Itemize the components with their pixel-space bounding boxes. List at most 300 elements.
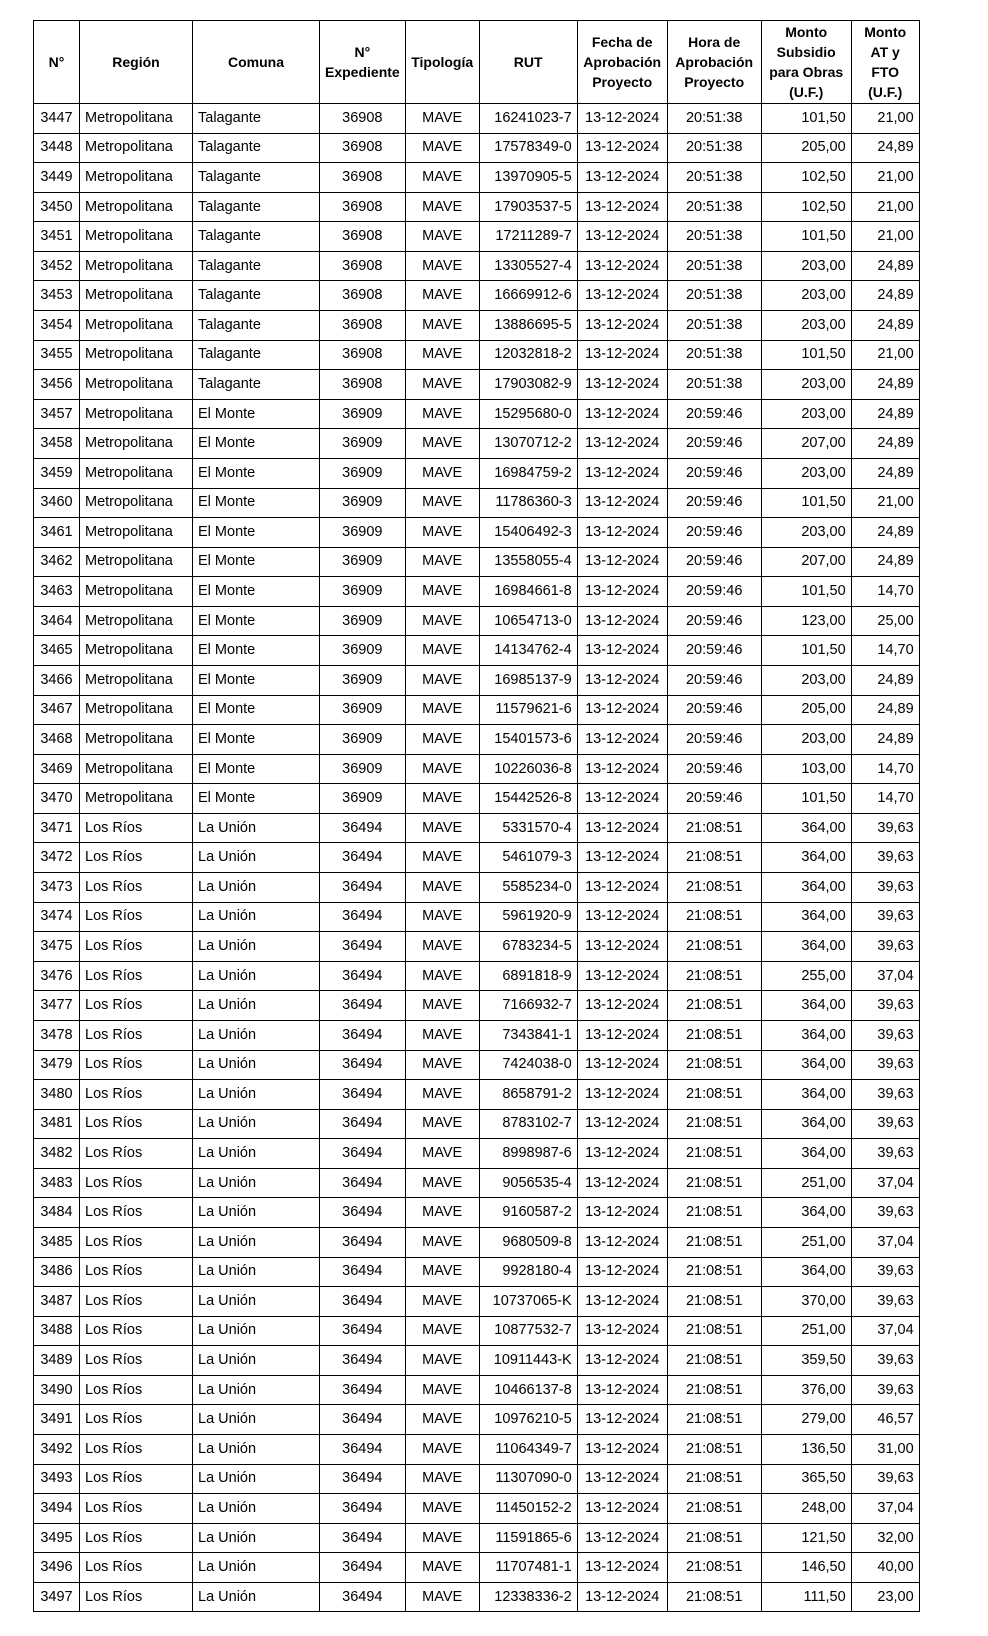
cell-expediente: 36494 — [320, 1050, 406, 1080]
cell-numero: 3459 — [34, 458, 80, 488]
cell-hora: 20:51:38 — [667, 133, 761, 163]
cell-fecha: 13-12-2024 — [577, 518, 667, 548]
cell-tipologia: MAVE — [405, 1257, 479, 1287]
cell-region: Los Ríos — [80, 1405, 193, 1435]
cell-numero: 3468 — [34, 725, 80, 755]
cell-numero: 3484 — [34, 1198, 80, 1228]
cell-tipologia: MAVE — [405, 518, 479, 548]
cell-region: Metropolitana — [80, 340, 193, 370]
table-row — [34, 518, 920, 548]
cell-monto-at-fto: 24,89 — [851, 251, 919, 281]
table-row — [34, 311, 920, 341]
cell-monto-subsidio: 203,00 — [761, 370, 851, 400]
cell-region: Metropolitana — [80, 547, 193, 577]
cell-comuna: El Monte — [193, 606, 320, 636]
cell-comuna: El Monte — [193, 754, 320, 784]
cell-rut: 13558055-4 — [479, 547, 577, 577]
cell-fecha: 13-12-2024 — [577, 1346, 667, 1376]
cell-comuna: Talagante — [193, 311, 320, 341]
cell-fecha: 13-12-2024 — [577, 725, 667, 755]
cell-monto-at-fto: 24,89 — [851, 518, 919, 548]
cell-monto-subsidio: 364,00 — [761, 1050, 851, 1080]
cell-fecha: 13-12-2024 — [577, 665, 667, 695]
cell-monto-at-fto: 39,63 — [851, 902, 919, 932]
cell-hora: 21:08:51 — [667, 1582, 761, 1612]
cell-monto-subsidio: 203,00 — [761, 458, 851, 488]
cell-comuna: La Unión — [193, 1523, 320, 1553]
cell-rut: 8998987-6 — [479, 1139, 577, 1169]
cell-rut: 10654713-0 — [479, 606, 577, 636]
table-row — [34, 488, 920, 518]
cell-fecha: 13-12-2024 — [577, 1464, 667, 1494]
cell-hora: 21:08:51 — [667, 1080, 761, 1110]
header-comuna: Comuna — [193, 21, 320, 104]
cell-comuna: La Unión — [193, 1316, 320, 1346]
header-tipologia: Tipología — [405, 21, 479, 104]
cell-monto-at-fto: 14,70 — [851, 577, 919, 607]
cell-tipologia: MAVE — [405, 1020, 479, 1050]
cell-rut: 7166932-7 — [479, 991, 577, 1021]
cell-monto-subsidio: 101,50 — [761, 488, 851, 518]
cell-rut: 11307090-0 — [479, 1464, 577, 1494]
cell-region: Metropolitana — [80, 725, 193, 755]
table-row — [34, 1139, 920, 1169]
cell-tipologia: MAVE — [405, 813, 479, 843]
cell-tipologia: MAVE — [405, 1168, 479, 1198]
cell-rut: 16984759-2 — [479, 458, 577, 488]
cell-region: Los Ríos — [80, 902, 193, 932]
cell-fecha: 13-12-2024 — [577, 1375, 667, 1405]
cell-tipologia: MAVE — [405, 754, 479, 784]
cell-monto-at-fto: 21,00 — [851, 222, 919, 252]
cell-monto-subsidio: 101,50 — [761, 784, 851, 814]
cell-tipologia: MAVE — [405, 843, 479, 873]
cell-rut: 9928180-4 — [479, 1257, 577, 1287]
cell-fecha: 13-12-2024 — [577, 222, 667, 252]
table-row — [34, 754, 920, 784]
cell-expediente: 36494 — [320, 1523, 406, 1553]
cell-comuna: La Unión — [193, 932, 320, 962]
cell-comuna: El Monte — [193, 488, 320, 518]
cell-tipologia: MAVE — [405, 547, 479, 577]
cell-tipologia: MAVE — [405, 251, 479, 281]
cell-numero: 3474 — [34, 902, 80, 932]
table-row — [34, 932, 920, 962]
cell-comuna: La Unión — [193, 1582, 320, 1612]
cell-hora: 21:08:51 — [667, 1494, 761, 1524]
cell-hora: 20:59:46 — [667, 518, 761, 548]
cell-hora: 20:59:46 — [667, 399, 761, 429]
cell-numero: 3460 — [34, 488, 80, 518]
cell-comuna: El Monte — [193, 547, 320, 577]
cell-fecha: 13-12-2024 — [577, 1050, 667, 1080]
header-hora-aprobacion: Hora de Aprobación Proyecto — [667, 21, 761, 104]
cell-numero: 3496 — [34, 1553, 80, 1583]
table-row — [34, 606, 920, 636]
table-row — [34, 429, 920, 459]
cell-hora: 21:08:51 — [667, 1346, 761, 1376]
header-numero: N° — [34, 21, 80, 104]
cell-expediente: 36909 — [320, 606, 406, 636]
cell-monto-subsidio: 101,50 — [761, 104, 851, 134]
cell-region: Los Ríos — [80, 1582, 193, 1612]
cell-tipologia: MAVE — [405, 1435, 479, 1465]
cell-expediente: 36909 — [320, 518, 406, 548]
cell-hora: 21:08:51 — [667, 1227, 761, 1257]
cell-expediente: 36494 — [320, 1464, 406, 1494]
cell-numero: 3477 — [34, 991, 80, 1021]
cell-rut: 16984661-8 — [479, 577, 577, 607]
cell-monto-subsidio: 205,00 — [761, 695, 851, 725]
cell-tipologia: MAVE — [405, 1109, 479, 1139]
cell-expediente: 36909 — [320, 399, 406, 429]
cell-tipologia: MAVE — [405, 695, 479, 725]
cell-comuna: Talagante — [193, 340, 320, 370]
cell-tipologia: MAVE — [405, 577, 479, 607]
cell-monto-at-fto: 39,63 — [851, 873, 919, 903]
cell-expediente: 36494 — [320, 1405, 406, 1435]
cell-hora: 21:08:51 — [667, 1464, 761, 1494]
cell-fecha: 13-12-2024 — [577, 1435, 667, 1465]
subsidy-table — [33, 20, 920, 1612]
cell-hora: 20:59:46 — [667, 754, 761, 784]
table-row — [34, 665, 920, 695]
cell-expediente: 36494 — [320, 1582, 406, 1612]
cell-numero: 3478 — [34, 1020, 80, 1050]
cell-expediente: 36908 — [320, 163, 406, 193]
cell-numero: 3475 — [34, 932, 80, 962]
cell-numero: 3463 — [34, 577, 80, 607]
cell-monto-at-fto: 14,70 — [851, 636, 919, 666]
cell-monto-subsidio: 123,00 — [761, 606, 851, 636]
cell-rut: 12032818-2 — [479, 340, 577, 370]
table-row — [34, 1168, 920, 1198]
table-row — [34, 1316, 920, 1346]
cell-expediente: 36494 — [320, 991, 406, 1021]
table-row — [34, 991, 920, 1021]
cell-fecha: 13-12-2024 — [577, 399, 667, 429]
cell-expediente: 36909 — [320, 784, 406, 814]
cell-hora: 21:08:51 — [667, 991, 761, 1021]
cell-hora: 21:08:51 — [667, 1257, 761, 1287]
cell-numero: 3453 — [34, 281, 80, 311]
header-row — [34, 21, 920, 104]
table-row — [34, 577, 920, 607]
table-row — [34, 1020, 920, 1050]
cell-tipologia: MAVE — [405, 991, 479, 1021]
cell-monto-subsidio: 364,00 — [761, 1198, 851, 1228]
cell-fecha: 13-12-2024 — [577, 488, 667, 518]
cell-fecha: 13-12-2024 — [577, 1523, 667, 1553]
cell-fecha: 13-12-2024 — [577, 991, 667, 1021]
cell-region: Metropolitana — [80, 606, 193, 636]
cell-rut: 13305527-4 — [479, 251, 577, 281]
cell-rut: 15406492-3 — [479, 518, 577, 548]
cell-rut: 14134762-4 — [479, 636, 577, 666]
cell-expediente: 36908 — [320, 133, 406, 163]
cell-hora: 21:08:51 — [667, 1523, 761, 1553]
cell-monto-at-fto: 39,63 — [851, 813, 919, 843]
table-row — [34, 163, 920, 193]
cell-expediente: 36494 — [320, 1346, 406, 1376]
table-row — [34, 222, 920, 252]
cell-numero: 3466 — [34, 665, 80, 695]
cell-expediente: 36494 — [320, 813, 406, 843]
cell-expediente: 36494 — [320, 1080, 406, 1110]
cell-tipologia: MAVE — [405, 932, 479, 962]
cell-region: Los Ríos — [80, 1257, 193, 1287]
cell-monto-at-fto: 39,63 — [851, 932, 919, 962]
cell-monto-at-fto: 24,89 — [851, 725, 919, 755]
cell-fecha: 13-12-2024 — [577, 902, 667, 932]
cell-rut: 10737065-K — [479, 1287, 577, 1317]
cell-hora: 21:08:51 — [667, 961, 761, 991]
cell-tipologia: MAVE — [405, 133, 479, 163]
cell-rut: 11579621-6 — [479, 695, 577, 725]
cell-tipologia: MAVE — [405, 222, 479, 252]
cell-monto-subsidio: 205,00 — [761, 133, 851, 163]
cell-numero: 3465 — [34, 636, 80, 666]
cell-rut: 11707481-1 — [479, 1553, 577, 1583]
cell-monto-subsidio: 364,00 — [761, 1109, 851, 1139]
cell-comuna: La Unión — [193, 1346, 320, 1376]
cell-rut: 17903537-5 — [479, 192, 577, 222]
cell-monto-at-fto: 21,00 — [851, 340, 919, 370]
table-row — [34, 370, 920, 400]
cell-hora: 21:08:51 — [667, 1109, 761, 1139]
cell-tipologia: MAVE — [405, 311, 479, 341]
cell-monto-subsidio: 359,50 — [761, 1346, 851, 1376]
cell-fecha: 13-12-2024 — [577, 932, 667, 962]
cell-rut: 10877532-7 — [479, 1316, 577, 1346]
cell-hora: 20:51:38 — [667, 370, 761, 400]
cell-comuna: Talagante — [193, 370, 320, 400]
table-row — [34, 725, 920, 755]
cell-fecha: 13-12-2024 — [577, 104, 667, 134]
cell-tipologia: MAVE — [405, 104, 479, 134]
cell-monto-subsidio: 146,50 — [761, 1553, 851, 1583]
cell-tipologia: MAVE — [405, 1464, 479, 1494]
cell-comuna: El Monte — [193, 636, 320, 666]
cell-expediente: 36909 — [320, 695, 406, 725]
cell-monto-at-fto: 24,89 — [851, 133, 919, 163]
cell-fecha: 13-12-2024 — [577, 843, 667, 873]
cell-monto-subsidio: 364,00 — [761, 932, 851, 962]
cell-region: Metropolitana — [80, 104, 193, 134]
cell-comuna: La Unión — [193, 1435, 320, 1465]
cell-rut: 17903082-9 — [479, 370, 577, 400]
table-row — [34, 1375, 920, 1405]
cell-comuna: La Unión — [193, 1287, 320, 1317]
cell-hora: 21:08:51 — [667, 1168, 761, 1198]
cell-monto-subsidio: 364,00 — [761, 1020, 851, 1050]
cell-monto-subsidio: 136,50 — [761, 1435, 851, 1465]
cell-fecha: 13-12-2024 — [577, 754, 667, 784]
cell-monto-at-fto: 24,89 — [851, 311, 919, 341]
cell-fecha: 13-12-2024 — [577, 1139, 667, 1169]
cell-numero: 3480 — [34, 1080, 80, 1110]
cell-region: Metropolitana — [80, 399, 193, 429]
cell-monto-at-fto: 24,89 — [851, 695, 919, 725]
cell-monto-at-fto: 24,89 — [851, 665, 919, 695]
cell-monto-at-fto: 21,00 — [851, 163, 919, 193]
cell-fecha: 13-12-2024 — [577, 813, 667, 843]
cell-comuna: El Monte — [193, 665, 320, 695]
cell-comuna: El Monte — [193, 429, 320, 459]
cell-expediente: 36909 — [320, 636, 406, 666]
cell-rut: 8658791-2 — [479, 1080, 577, 1110]
cell-expediente: 36494 — [320, 1139, 406, 1169]
cell-monto-at-fto: 39,63 — [851, 1050, 919, 1080]
cell-monto-at-fto: 23,00 — [851, 1582, 919, 1612]
table-row — [34, 1435, 920, 1465]
cell-expediente: 36494 — [320, 932, 406, 962]
cell-hora: 20:59:46 — [667, 606, 761, 636]
cell-rut: 6783234-5 — [479, 932, 577, 962]
cell-tipologia: MAVE — [405, 606, 479, 636]
table-row — [34, 1109, 920, 1139]
cell-comuna: La Unión — [193, 1198, 320, 1228]
cell-numero: 3491 — [34, 1405, 80, 1435]
cell-expediente: 36908 — [320, 192, 406, 222]
cell-expediente: 36494 — [320, 1198, 406, 1228]
cell-expediente: 36494 — [320, 1553, 406, 1583]
cell-hora: 21:08:51 — [667, 1287, 761, 1317]
table-row — [34, 340, 920, 370]
cell-expediente: 36908 — [320, 370, 406, 400]
cell-expediente: 36494 — [320, 1227, 406, 1257]
cell-region: Metropolitana — [80, 754, 193, 784]
cell-region: Los Ríos — [80, 1464, 193, 1494]
cell-expediente: 36908 — [320, 281, 406, 311]
cell-region: Metropolitana — [80, 636, 193, 666]
cell-expediente: 36909 — [320, 488, 406, 518]
cell-region: Los Ríos — [80, 932, 193, 962]
table-row — [34, 399, 920, 429]
cell-region: Los Ríos — [80, 1553, 193, 1583]
table-row — [34, 1346, 920, 1376]
cell-hora: 21:08:51 — [667, 1050, 761, 1080]
cell-fecha: 13-12-2024 — [577, 1020, 667, 1050]
table-row — [34, 458, 920, 488]
cell-monto-at-fto: 14,70 — [851, 784, 919, 814]
cell-region: Los Ríos — [80, 813, 193, 843]
cell-tipologia: MAVE — [405, 1523, 479, 1553]
header-expediente: N° Expediente — [320, 21, 406, 104]
cell-fecha: 13-12-2024 — [577, 961, 667, 991]
cell-region: Metropolitana — [80, 429, 193, 459]
cell-tipologia: MAVE — [405, 1582, 479, 1612]
cell-monto-at-fto: 37,04 — [851, 1168, 919, 1198]
table-row — [34, 1080, 920, 1110]
cell-comuna: El Monte — [193, 784, 320, 814]
table-row — [34, 547, 920, 577]
cell-hora: 21:08:51 — [667, 1553, 761, 1583]
cell-rut: 13070712-2 — [479, 429, 577, 459]
cell-hora: 21:08:51 — [667, 813, 761, 843]
header-monto-at-fto: Monto AT y FTO (U.F.) — [851, 21, 919, 104]
table-row — [34, 1405, 920, 1435]
cell-hora: 20:59:46 — [667, 725, 761, 755]
cell-monto-subsidio: 364,00 — [761, 1257, 851, 1287]
cell-tipologia: MAVE — [405, 961, 479, 991]
cell-monto-at-fto: 14,70 — [851, 754, 919, 784]
cell-tipologia: MAVE — [405, 458, 479, 488]
cell-monto-subsidio: 203,00 — [761, 251, 851, 281]
cell-tipologia: MAVE — [405, 399, 479, 429]
cell-monto-subsidio: 251,00 — [761, 1227, 851, 1257]
cell-tipologia: MAVE — [405, 1287, 479, 1317]
cell-expediente: 36908 — [320, 222, 406, 252]
cell-hora: 21:08:51 — [667, 1405, 761, 1435]
cell-region: Los Ríos — [80, 1523, 193, 1553]
table-row — [34, 1198, 920, 1228]
cell-expediente: 36494 — [320, 1375, 406, 1405]
cell-region: Metropolitana — [80, 311, 193, 341]
cell-monto-subsidio: 364,00 — [761, 902, 851, 932]
cell-region: Metropolitana — [80, 370, 193, 400]
cell-monto-subsidio: 364,00 — [761, 873, 851, 903]
cell-expediente: 36909 — [320, 547, 406, 577]
cell-numero: 3493 — [34, 1464, 80, 1494]
cell-monto-at-fto: 37,04 — [851, 1227, 919, 1257]
cell-comuna: Talagante — [193, 222, 320, 252]
cell-expediente: 36908 — [320, 311, 406, 341]
table-row — [34, 873, 920, 903]
cell-monto-at-fto: 24,89 — [851, 547, 919, 577]
cell-monto-subsidio: 279,00 — [761, 1405, 851, 1435]
cell-expediente: 36494 — [320, 873, 406, 903]
cell-tipologia: MAVE — [405, 1405, 479, 1435]
cell-monto-subsidio: 203,00 — [761, 665, 851, 695]
cell-fecha: 13-12-2024 — [577, 1109, 667, 1139]
cell-rut: 13886695-5 — [479, 311, 577, 341]
cell-expediente: 36494 — [320, 1109, 406, 1139]
cell-fecha: 13-12-2024 — [577, 1080, 667, 1110]
cell-numero: 3476 — [34, 961, 80, 991]
cell-comuna: La Unión — [193, 1494, 320, 1524]
cell-rut: 5461079-3 — [479, 843, 577, 873]
cell-comuna: El Monte — [193, 458, 320, 488]
cell-expediente: 36494 — [320, 1435, 406, 1465]
cell-hora: 20:59:46 — [667, 458, 761, 488]
cell-monto-at-fto: 25,00 — [851, 606, 919, 636]
cell-rut: 16669912-6 — [479, 281, 577, 311]
cell-monto-at-fto: 39,63 — [851, 1080, 919, 1110]
cell-monto-subsidio: 251,00 — [761, 1168, 851, 1198]
cell-numero: 3495 — [34, 1523, 80, 1553]
table-row — [34, 281, 920, 311]
table-row — [34, 133, 920, 163]
cell-fecha: 13-12-2024 — [577, 1198, 667, 1228]
cell-hora: 20:51:38 — [667, 163, 761, 193]
cell-rut: 13970905-5 — [479, 163, 577, 193]
cell-numero: 3489 — [34, 1346, 80, 1376]
cell-tipologia: MAVE — [405, 784, 479, 814]
cell-numero: 3490 — [34, 1375, 80, 1405]
cell-hora: 21:08:51 — [667, 843, 761, 873]
cell-hora: 20:51:38 — [667, 251, 761, 281]
cell-rut: 15401573-6 — [479, 725, 577, 755]
cell-monto-at-fto: 24,89 — [851, 458, 919, 488]
cell-tipologia: MAVE — [405, 1346, 479, 1376]
table-row — [34, 251, 920, 281]
cell-monto-at-fto: 21,00 — [851, 488, 919, 518]
cell-numero: 3481 — [34, 1109, 80, 1139]
cell-numero: 3492 — [34, 1435, 80, 1465]
cell-region: Los Ríos — [80, 1050, 193, 1080]
cell-tipologia: MAVE — [405, 725, 479, 755]
